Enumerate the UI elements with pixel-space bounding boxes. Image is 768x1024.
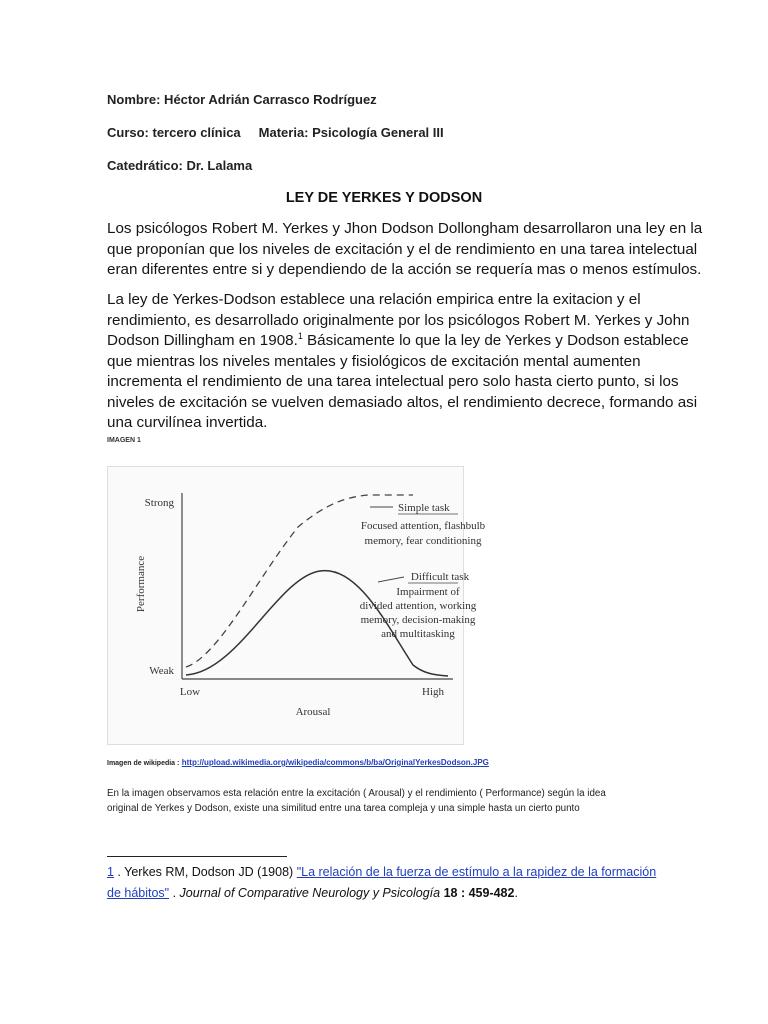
- paragraph-line: que mientras los niveles mentales y fisiológicos de excitación mental aumenten: [107, 352, 641, 370]
- image-label: IMAGEN 1: [107, 437, 141, 444]
- footnote-separator: [107, 856, 287, 857]
- footnote-title-link-cont[interactable]: de hábitos": [107, 886, 170, 900]
- paragraph-line: rendimiento, es desarrollado originalmente por los psicólogos Robert M. Yerkes y John: [107, 311, 690, 329]
- paragraph-line-start: Dodson Dillingham en 1908.: [107, 332, 298, 349]
- paragraph-line: Los psicólogos Robert M. Yerkes y Jhon Dodson Dollongham desarrollaron una ley en la: [107, 220, 703, 237]
- footnote: [107, 862, 667, 904]
- simple-task-line-2: memory, fear conditioning: [364, 535, 482, 547]
- difficult-task-pointer: [378, 577, 404, 582]
- note-line: En la imagen observamos esta relación entre la excitación ( Arousal) y el rendimiento ( Performance) según la idea: [107, 788, 606, 799]
- paragraph-line: incrementa el rendimiento de una tarea intelectual pero solo hasta cierto punto, si los: [107, 373, 679, 390]
- professor: Catedrático: Dr. Lalama: [107, 158, 253, 173]
- page-title: LEY DE YERKES Y DODSON: [285, 190, 483, 206]
- x-tick-low: Low: [179, 686, 201, 698]
- paragraph-line: una curvilínea invertida.: [107, 414, 268, 431]
- footnote-journal: Journal of Comparative Neurology y Psicología: [179, 886, 441, 900]
- paragraph-2: [107, 290, 698, 434]
- difficult-task-line-3: memory, decision-making: [360, 614, 476, 626]
- y-axis-label: Performance: [135, 555, 147, 613]
- footnote-line-1: [107, 862, 667, 883]
- x-tick-high: High: [422, 686, 444, 698]
- footnote-line-2: [107, 883, 667, 904]
- course: Curso: tercero clínica: [107, 125, 241, 140]
- footnote-title-link[interactable]: "La relación de la fuerza de estímulo a la rapidez de la formación: [296, 865, 657, 879]
- footnote-authors: . Yerkes RM, Dodson JD (1908): [113, 865, 297, 879]
- paragraph-line: eran diferentes entre si y dependiendo de la acción se requería mas o menos estímulos.: [107, 261, 702, 278]
- difficult-task-title: Difficult task: [410, 571, 470, 583]
- yerkes-dodson-diagram: [108, 467, 486, 744]
- yerkes-dodson-figure: [107, 466, 486, 745]
- paragraph-line: que proponían que los niveles de excitación y el de rendimiento en una tarea intelectual: [107, 240, 698, 258]
- footnote-number-link[interactable]: 1: [107, 865, 114, 879]
- caption-label: Imagen de wikipedia :: [107, 760, 180, 767]
- note-line: original de Yerkes y Dodson, existe una similitud entre una tarea compleja y una simple hasta un cierto punto: [107, 803, 580, 814]
- course-line: [107, 125, 444, 140]
- paragraph-line-rest: Básicamente lo que la ley de Yerkes y Dodson establece: [302, 332, 689, 349]
- student-name: Nombre: Héctor Adrián Carrasco Rodríguez: [107, 92, 377, 107]
- footnote-end: .: [514, 886, 518, 900]
- simple-task-line-1: Focused attention, flashbulb: [360, 520, 486, 532]
- image-caption: [107, 757, 489, 767]
- difficult-task-line-2: divided attention, working: [359, 600, 477, 612]
- paragraph-line: [107, 331, 689, 352]
- paragraph-line: niveles de excitación se vuelven demasiado altos, el rendimiento decrece, formando asi: [107, 393, 698, 411]
- simple-task-title: Simple task: [398, 502, 450, 514]
- x-axis-label: Arousal: [295, 706, 331, 718]
- footnote-sep: .: [169, 886, 180, 900]
- difficult-task-line-4: and multitasking: [381, 628, 455, 640]
- footnote-volume: 18 : 459-482: [440, 886, 515, 900]
- y-tick-strong: Strong: [144, 497, 174, 509]
- image-note: [107, 786, 667, 816]
- paragraph-1: [107, 219, 703, 281]
- paragraph-line: La ley de Yerkes-Dodson establece una relación empirica entre la exitacion y el: [107, 291, 641, 308]
- footnote-ref[interactable]: 1: [297, 331, 303, 341]
- y-tick-weak: Weak: [149, 665, 174, 677]
- subject: Materia: Psicología General III: [258, 125, 444, 140]
- difficult-task-line-1: Impairment of: [396, 586, 460, 598]
- caption-link[interactable]: http://upload.wikimedia.org/wikipedia/commons/b/ba/OriginalYerkesDodson.JPG: [181, 758, 489, 767]
